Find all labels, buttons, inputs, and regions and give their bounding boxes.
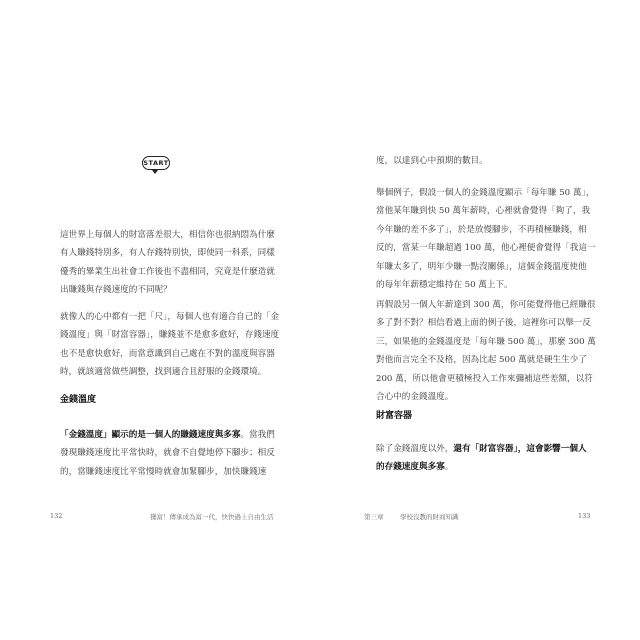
- bold-text: 「金錢溫度」顯示的是一個人的賺錢速度與多寡: [60, 430, 241, 440]
- text-line: 時，就該適當做些調整，找到適合且舒服的金錢環境。: [60, 367, 267, 378]
- plain-text: 。當我們: [240, 430, 275, 440]
- right-page: [320, 0, 640, 640]
- left-paragraph-2: [60, 308, 280, 382]
- right-paragraph-2: [376, 184, 596, 294]
- chapter-label: 第三章: [364, 513, 384, 521]
- text-line: 錢溫度」與「財富容器」，賺錢並不是愈多愈好，存錢速度: [60, 330, 280, 341]
- text-line: 優秀的畢業生出社會工作後也不盡相同，究竟是什麼造就: [60, 266, 275, 277]
- text-line: 的每年年薪穩定維持在 50 萬上下。: [376, 280, 513, 291]
- text-line: 年賺太多了，明年少賺一點沒關係」，這個金錢溫度使他: [376, 261, 587, 272]
- heading-wealth-container: 財富容器: [376, 411, 413, 421]
- text-line: 發現賺錢速度比平常快時，就會不自覺地停下腳步；相反: [60, 448, 275, 459]
- text-line: 今年賺的差不多了」，於是放慢腳步，不再積極賺錢，相: [376, 224, 587, 235]
- text-line: 就像人的心中都有一把「尺」，每個人也有適合自己的「金: [60, 312, 280, 322]
- text-line: 的，當賺錢速度比平常慢時就會加緊腳步，加快賺錢速: [60, 466, 267, 477]
- left-paragraph-3: [60, 426, 275, 481]
- text-line: 反的，當某一年賺超過 100 萬，他心裡便會覺得「我這一: [376, 243, 596, 254]
- page-number-left: 132: [50, 512, 63, 520]
- right-paragraph-4: [376, 440, 588, 477]
- text-line: [376, 458, 588, 476]
- page-number-right: 133: [578, 512, 591, 520]
- text-line: 度，以達到心中預期的數目。: [376, 156, 488, 166]
- plain-text: 。: [444, 462, 454, 473]
- text-line: [60, 426, 275, 444]
- start-arrow-icon: [152, 170, 158, 174]
- text-line: 這世界上每個人的財富落差很大，相信你也很納悶為什麼: [60, 230, 275, 240]
- text-line: 當他某年賺到快 50 萬年薪時，心裡就會覺得「夠了，我: [376, 206, 591, 217]
- text-line: 三，如果他的金錢溫度是「每年賺 500 萬」，那麼 300 萬: [376, 336, 596, 347]
- running-title-left: 獲富！傳承成為富一代，快快過上自由生活: [150, 513, 274, 521]
- running-title-right: 學校沒教的財商知識: [400, 513, 459, 521]
- text-line: 多了對不對？相信看過上面的例子後，這裡你可以舉一反: [376, 318, 591, 329]
- text-line: 出賺錢與存錢速度的不同呢？: [60, 285, 172, 296]
- left-paragraph-1: [60, 226, 275, 300]
- text-line: 有人賺錢特別多，有人存錢特別快，即使同一科系，同樣: [60, 248, 275, 259]
- start-badge: START: [142, 156, 170, 170]
- text-line: 再假設另一個人年薪達到 300 萬，你可能覺得他已經賺很: [376, 300, 596, 310]
- plain-text: 除了金錢溫度以外，: [376, 444, 454, 454]
- bold-text: 的存錢速度與多寡: [376, 462, 445, 473]
- text-line: [376, 440, 588, 458]
- bold-text: 還有「財富容器」，這會影響一個人: [453, 444, 587, 454]
- text-line: 200 萬，所以他會更積極投入工作來彌補這些差額，以符: [376, 373, 593, 384]
- text-line: 也不是愈快愈好，而當意識到自己處在不對的溫度與容器: [60, 348, 275, 359]
- text-line: 合心中的金錢溫度。: [376, 392, 454, 403]
- right-paragraph-3: [376, 296, 596, 406]
- text-line: 舉個例子，假設一個人的金錢溫度顯示「每年賺 50 萬」，: [376, 188, 595, 198]
- right-paragraph-1: [376, 152, 588, 170]
- heading-money-temperature: 金錢溫度: [60, 395, 97, 405]
- text-line: 對他而言完全不及格，因為比起 500 萬就是硬生生少了: [376, 355, 587, 366]
